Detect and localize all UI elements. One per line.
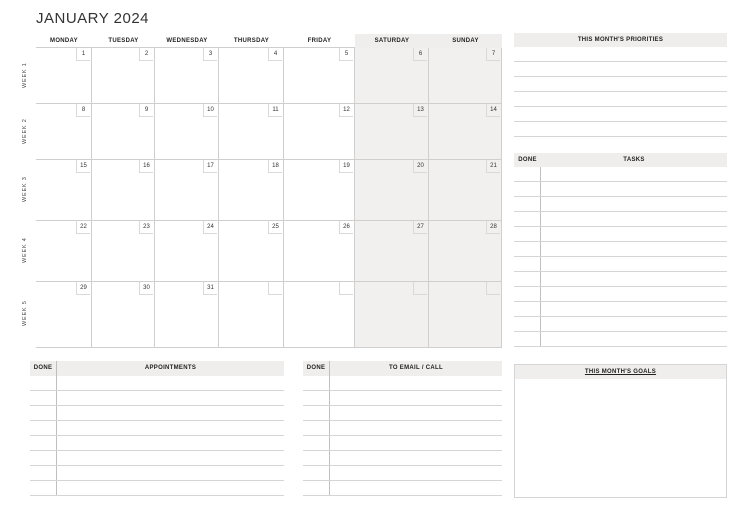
day-cell[interactable] bbox=[36, 104, 92, 159]
day-cell[interactable] bbox=[92, 104, 155, 159]
task-row[interactable] bbox=[514, 332, 727, 347]
email-done-cell[interactable] bbox=[303, 391, 330, 405]
day-number: 3 bbox=[203, 48, 217, 61]
appointment-row[interactable] bbox=[30, 391, 284, 406]
task-done-cell[interactable] bbox=[514, 227, 541, 241]
day-number: 7 bbox=[486, 48, 500, 61]
day-number: 21 bbox=[486, 160, 500, 173]
day-number bbox=[268, 282, 282, 295]
appointment-row[interactable] bbox=[30, 436, 284, 451]
day-cell[interactable] bbox=[284, 104, 355, 159]
task-row[interactable] bbox=[514, 257, 727, 272]
tasks-done-label: DONE bbox=[518, 157, 537, 163]
appointment-done-cell[interactable] bbox=[30, 376, 57, 390]
day-number: 24 bbox=[203, 221, 217, 234]
tasks-heading: TASKS bbox=[623, 157, 645, 163]
day-number: 6 bbox=[413, 48, 427, 61]
day-number: 15 bbox=[76, 160, 90, 173]
email-text-cell[interactable] bbox=[330, 451, 502, 465]
weekday-label: SUNDAY bbox=[429, 34, 502, 48]
weekday-label: SATURDAY bbox=[355, 34, 429, 48]
day-number: 17 bbox=[203, 160, 217, 173]
task-text-cell[interactable] bbox=[541, 167, 727, 181]
day-cell[interactable] bbox=[219, 282, 284, 347]
appointment-text-cell[interactable] bbox=[57, 466, 284, 480]
week-row bbox=[22, 160, 502, 221]
task-row[interactable] bbox=[514, 182, 727, 197]
day-cell-weekend[interactable] bbox=[355, 104, 429, 159]
day-number: 10 bbox=[203, 104, 217, 117]
day-cell-weekend[interactable] bbox=[429, 104, 502, 159]
appointment-text-cell[interactable] bbox=[57, 391, 284, 405]
day-cell[interactable] bbox=[155, 160, 219, 220]
email-text-cell[interactable] bbox=[330, 406, 502, 420]
day-number: 12 bbox=[339, 104, 353, 117]
day-cell[interactable] bbox=[219, 221, 284, 281]
priority-line[interactable] bbox=[514, 47, 727, 62]
task-text-cell[interactable] bbox=[541, 302, 727, 316]
task-text-cell[interactable] bbox=[541, 332, 727, 346]
task-row[interactable] bbox=[514, 287, 727, 302]
task-done-cell[interactable] bbox=[514, 302, 541, 316]
email-done-cell[interactable] bbox=[303, 466, 330, 480]
email-row[interactable] bbox=[303, 376, 502, 391]
day-number: 26 bbox=[339, 221, 353, 234]
task-text-cell[interactable] bbox=[541, 227, 727, 241]
day-number: 25 bbox=[268, 221, 282, 234]
email-text-cell[interactable] bbox=[330, 376, 502, 390]
weekday-label: WEDNESDAY bbox=[166, 38, 208, 44]
day-cell[interactable] bbox=[92, 282, 155, 347]
appointment-row[interactable] bbox=[30, 481, 284, 496]
day-cell-weekend[interactable] bbox=[355, 282, 429, 347]
task-row[interactable] bbox=[514, 242, 727, 257]
day-cell[interactable] bbox=[36, 160, 92, 220]
week-row bbox=[22, 104, 502, 160]
goals-panel[interactable] bbox=[514, 364, 727, 498]
email-row[interactable] bbox=[303, 406, 502, 421]
week-label: WEEK 4 bbox=[22, 237, 28, 263]
day-cell-weekend[interactable] bbox=[429, 160, 502, 220]
email-text-cell[interactable] bbox=[330, 481, 502, 495]
email-done-cell[interactable] bbox=[303, 436, 330, 450]
task-row[interactable] bbox=[514, 317, 727, 332]
day-number: 16 bbox=[139, 160, 153, 173]
day-number: 9 bbox=[139, 104, 153, 117]
appointment-text-cell[interactable] bbox=[57, 421, 284, 435]
email-text-cell[interactable] bbox=[330, 421, 502, 435]
task-done-cell[interactable] bbox=[514, 167, 541, 181]
day-cell[interactable] bbox=[36, 48, 92, 103]
day-number: 27 bbox=[413, 221, 427, 234]
day-cell[interactable] bbox=[219, 160, 284, 220]
task-done-cell[interactable] bbox=[514, 182, 541, 196]
appointments-done-label: DONE bbox=[30, 361, 57, 376]
day-number: 31 bbox=[203, 282, 217, 295]
day-cell[interactable] bbox=[155, 48, 219, 103]
weekday-header bbox=[36, 34, 502, 48]
email-text-cell[interactable] bbox=[330, 436, 502, 450]
day-cell[interactable] bbox=[92, 48, 155, 103]
day-number: 4 bbox=[268, 48, 282, 61]
task-text-cell[interactable] bbox=[541, 272, 727, 286]
email-done-cell[interactable] bbox=[303, 376, 330, 390]
task-row[interactable] bbox=[514, 302, 727, 317]
day-number: 11 bbox=[268, 104, 282, 117]
day-cell-weekend[interactable] bbox=[429, 221, 502, 281]
week-label: WEEK 5 bbox=[22, 300, 28, 326]
email-done-cell[interactable] bbox=[303, 481, 330, 495]
task-done-cell[interactable] bbox=[514, 242, 541, 256]
tasks-panel bbox=[514, 153, 727, 347]
day-cell[interactable] bbox=[284, 48, 355, 103]
email-call-heading: TO EMAIL / CALL bbox=[389, 365, 443, 371]
day-number: 13 bbox=[413, 104, 427, 117]
appointment-done-cell[interactable] bbox=[30, 466, 57, 480]
day-cell[interactable] bbox=[92, 221, 155, 281]
day-cell[interactable] bbox=[219, 48, 284, 103]
task-text-cell[interactable] bbox=[541, 287, 727, 301]
appointment-text-cell[interactable] bbox=[57, 436, 284, 450]
email-text-cell[interactable] bbox=[330, 466, 502, 480]
priority-line[interactable] bbox=[514, 62, 727, 77]
day-cell[interactable] bbox=[219, 104, 284, 159]
day-cell-weekend[interactable] bbox=[355, 160, 429, 220]
email-row[interactable] bbox=[303, 436, 502, 451]
task-done-cell[interactable] bbox=[514, 197, 541, 211]
appointment-done-cell[interactable] bbox=[30, 421, 57, 435]
task-done-cell[interactable] bbox=[514, 332, 541, 346]
day-number: 19 bbox=[339, 160, 353, 173]
day-cell[interactable] bbox=[155, 282, 219, 347]
email-done-cell[interactable] bbox=[303, 406, 330, 420]
task-done-cell[interactable] bbox=[514, 272, 541, 286]
priority-line[interactable] bbox=[514, 77, 727, 92]
appointment-done-cell[interactable] bbox=[30, 391, 57, 405]
task-row[interactable] bbox=[514, 212, 727, 227]
appointment-done-cell[interactable] bbox=[30, 451, 57, 465]
day-number: 28 bbox=[486, 221, 500, 234]
day-cell-weekend[interactable] bbox=[355, 221, 429, 281]
email-row[interactable] bbox=[303, 466, 502, 481]
task-done-cell[interactable] bbox=[514, 257, 541, 271]
day-cell[interactable] bbox=[284, 282, 355, 347]
email-done-cell[interactable] bbox=[303, 421, 330, 435]
week-row bbox=[22, 282, 502, 348]
email-done-cell[interactable] bbox=[303, 451, 330, 465]
day-cell[interactable] bbox=[92, 160, 155, 220]
email-row[interactable] bbox=[303, 421, 502, 436]
day-number: 30 bbox=[139, 282, 153, 295]
appointment-row[interactable] bbox=[30, 376, 284, 391]
priorities-heading: THIS MONTH'S PRIORITIES bbox=[514, 33, 727, 47]
task-done-cell[interactable] bbox=[514, 317, 541, 331]
day-number: 2 bbox=[139, 48, 153, 61]
weekday-label: TUESDAY bbox=[108, 38, 139, 44]
task-done-cell[interactable] bbox=[514, 212, 541, 226]
day-cell-weekend[interactable] bbox=[355, 48, 429, 103]
day-number bbox=[339, 282, 353, 295]
priority-line[interactable] bbox=[514, 107, 727, 122]
priorities-lines bbox=[514, 47, 727, 137]
day-cell-weekend[interactable] bbox=[429, 48, 502, 103]
email-row[interactable] bbox=[303, 451, 502, 466]
week-label: WEEK 3 bbox=[22, 176, 28, 202]
task-text-cell[interactable] bbox=[541, 317, 727, 331]
weekday-label: THURSDAY bbox=[233, 38, 270, 44]
task-row[interactable] bbox=[514, 272, 727, 287]
day-number bbox=[413, 282, 427, 295]
task-text-cell[interactable] bbox=[541, 212, 727, 226]
day-cell-weekend[interactable] bbox=[429, 282, 502, 347]
week-label: WEEK 1 bbox=[22, 62, 28, 88]
email-done-label: DONE bbox=[303, 361, 330, 376]
email-text-cell[interactable] bbox=[330, 391, 502, 405]
appointment-done-cell[interactable] bbox=[30, 406, 57, 420]
email-call-panel bbox=[303, 361, 502, 496]
appointment-text-cell[interactable] bbox=[57, 376, 284, 390]
task-row[interactable] bbox=[514, 167, 727, 182]
priority-line[interactable] bbox=[514, 122, 727, 137]
appointment-text-cell[interactable] bbox=[57, 481, 284, 495]
appointment-row[interactable] bbox=[30, 421, 284, 436]
day-number: 22 bbox=[76, 221, 90, 234]
day-cell[interactable] bbox=[36, 282, 92, 347]
day-cell[interactable] bbox=[155, 104, 219, 159]
email-row[interactable] bbox=[303, 391, 502, 406]
appointment-text-cell[interactable] bbox=[57, 451, 284, 465]
task-text-cell[interactable] bbox=[541, 242, 727, 256]
day-number: 23 bbox=[139, 221, 153, 234]
appointment-done-cell[interactable] bbox=[30, 481, 57, 495]
weekday-label: FRIDAY bbox=[307, 38, 332, 44]
month-calendar bbox=[22, 34, 502, 348]
appointment-row[interactable] bbox=[30, 406, 284, 421]
page-title: JANUARY 2024 bbox=[36, 10, 150, 27]
priority-line[interactable] bbox=[514, 92, 727, 107]
priorities-panel bbox=[514, 33, 727, 137]
appointments-panel bbox=[30, 361, 284, 496]
day-number: 29 bbox=[76, 282, 90, 295]
day-number: 20 bbox=[413, 160, 427, 173]
day-number: 5 bbox=[339, 48, 353, 61]
week-row bbox=[22, 221, 502, 282]
appointment-row[interactable] bbox=[30, 466, 284, 481]
day-cell[interactable] bbox=[284, 221, 355, 281]
task-text-cell[interactable] bbox=[541, 182, 727, 196]
appointment-row[interactable] bbox=[30, 451, 284, 466]
task-row[interactable] bbox=[514, 197, 727, 212]
task-text-cell[interactable] bbox=[541, 257, 727, 271]
week-row bbox=[22, 48, 502, 104]
day-number: 8 bbox=[76, 104, 90, 117]
appointment-text-cell[interactable] bbox=[57, 406, 284, 420]
tasks-header bbox=[514, 153, 727, 167]
appointments-heading: APPOINTMENTS bbox=[144, 365, 197, 371]
week-label: WEEK 2 bbox=[22, 118, 28, 144]
email-call-header bbox=[303, 361, 502, 376]
day-cell[interactable] bbox=[155, 221, 219, 281]
day-cell[interactable] bbox=[36, 221, 92, 281]
task-done-cell[interactable] bbox=[514, 287, 541, 301]
day-cell[interactable] bbox=[284, 160, 355, 220]
goals-heading: THIS MONTH'S GOALS bbox=[515, 365, 726, 379]
day-number: 1 bbox=[76, 48, 90, 61]
task-row[interactable] bbox=[514, 227, 727, 242]
day-number: 14 bbox=[486, 104, 500, 117]
appointments-header bbox=[30, 361, 284, 376]
weekday-label: MONDAY bbox=[50, 38, 78, 44]
email-row[interactable] bbox=[303, 481, 502, 496]
task-text-cell[interactable] bbox=[541, 197, 727, 211]
appointment-done-cell[interactable] bbox=[30, 436, 57, 450]
day-number bbox=[486, 282, 500, 295]
day-number: 18 bbox=[268, 160, 282, 173]
